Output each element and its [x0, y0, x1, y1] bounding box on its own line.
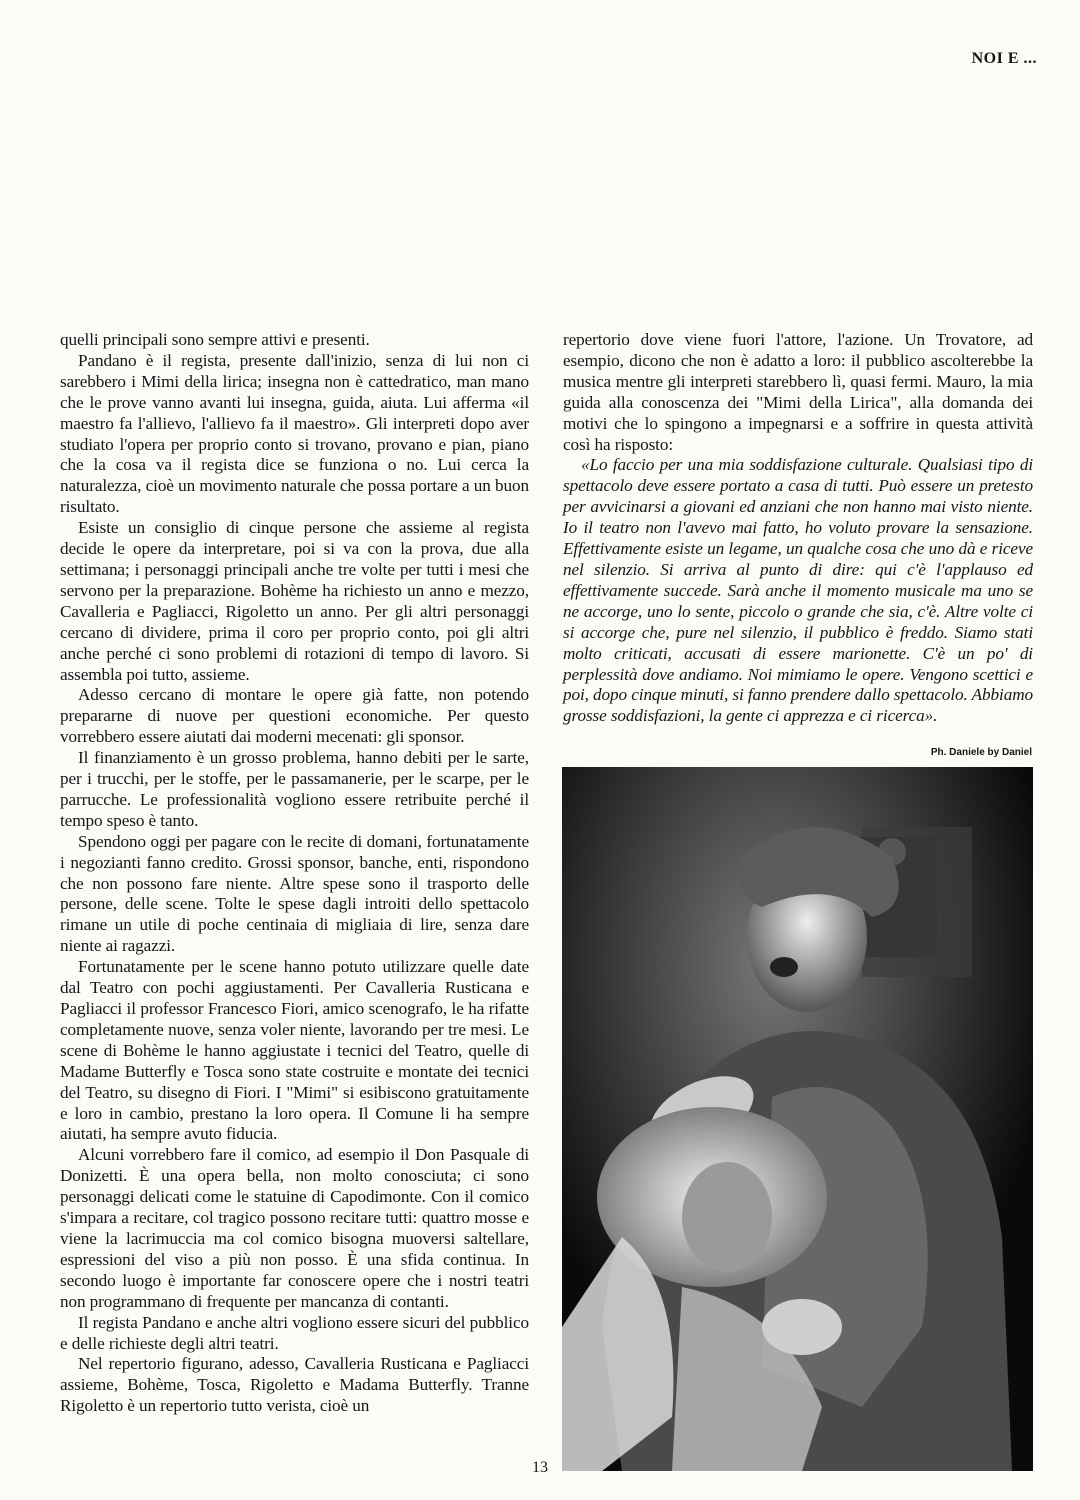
- page-number: 13: [532, 1459, 548, 1476]
- paragraph: repertorio dove viene fuori l'attore, l'azione. Un Trovatore, ad esempio, dicono che non è adatto a loro: il pubblico ascolterebbe la musica mentre gli interpreti starebbero lì, quasi fermi. Mauro, la mia guida alla conoscenza dei "Mimi della Lirica", alla domanda dei motivi che lo spingono a impegnarsi e a soffrire in questa attività così ha risposto:: [563, 330, 1033, 454]
- left-text-column: [60, 330, 529, 1417]
- paragraph: Alcuni vorrebbero fare il comico, ad esempio il Don Pasquale di Donizetti. È una opera bella, non molto conosciuta; ci sono personaggi delicati come le statuine di Capodimonte. Con il comico s'impara a recitare, col tragico possono recitare tutti: quattro mosse e viene la lacrimuccia ma col comico bisogna muoversi saltellare, espressioni del viso a più non posso. È una sfida continua. In secondo luogo è importante far conoscere opere che i nostri teatri non programmano di frequente per mancanza di contanti.: [60, 1145, 529, 1311]
- opera-performers-image: [562, 767, 1033, 1471]
- paragraph: Fortunatamente per le scene hanno potuto utilizzare quelle date dal Teatro con pochi aggiustamenti. Per Cavalleria Rusticana e Pagliacci il professor Francesco Fiori, amico scenografo, le ha rifatte completamente nuove, senza voler niente, lavorando per tre mesi. Le scene di Bohème le hanno aggiustate i tecnici del Teatro, quelle di Madame Butterfly e Tosca sono state costruite e montate dei tecnici del Teatro, su disegno di Fiori. I "Mimi" si esibiscono gratuitamente e loro in cambio, prestano la loro opera. Il Comune li ha sempre aiutati, ha sempre avuto fiducia.: [60, 957, 529, 1144]
- paragraph: Esiste un consiglio di cinque persone che assieme al regista decide le opere da interpretare, poi si va con la prova, due alla settimana; i personaggi principali anche tre volte per tutti i mesi che servono per la preparazione. Bohème ha richiesto un anno e mezzo, Cavalleria e Pagliacci, Rigoletto un anno. Per gli altri personaggi cercano di dividere, prima il coro per proprio conto, poi gli altri anche perché ci sono problemi di rotazioni di tempo di lavoro. Si assembla poi tutto, assieme.: [60, 518, 529, 684]
- paragraph: Spendono oggi per pagare con le recite di domani, fortunatamente i negozianti fanno credito. Grossi sponsor, banche, enti, rispondono che non possono fare niente. Altre spese sono il trasporto delle persone, delle scene. Tolte le spese dagli introiti dello spettacolo rimane un utile di poche centinaia di migliaia di lire, senza dare niente ai ragazzi.: [60, 831, 529, 956]
- paragraph: Nel repertorio figurano, adesso, Cavalleria Rusticana e Pagliacci assieme, Bohème, Tosca, Rigoletto e Madama Butterfly. Tranne Rigoletto è un repertorio tutto verista, cioè un: [60, 1354, 529, 1416]
- paragraph: Pandano è il regista, presente dall'inizio, senza di lui non ci sarebbero i Mimi della lirica; insegna non è cattedratico, man mano che le prove vanno avanti lui insegna, guida, aiuta. Lui afferma «il maestro fa l'allievo, l'allievo fa il maestro». Gli interpreti dopo aver studiato l'opera per proprio conto si trovano, provano e pian, piano che la cosa va il regista dice se funziona o no. Lui cerca la naturalezza, cioè un movimento naturale che possa portare a un buon risultato.: [60, 350, 529, 517]
- paragraph: Il regista Pandano e anche altri vogliono essere sicuri del pubblico e delle richieste degli altri teatri.: [60, 1312, 529, 1353]
- running-head: NOI E ...: [971, 50, 1037, 67]
- interview-quote: «Lo faccio per una mia soddisfazione culturale. Qualsiasi tipo di spettacolo deve essere portato a casa di tutti. Può essere un pretesto per avvicinarsi a giovani ed anziani che non hanno mai visto niente. Io il teatro non l'avevo mai fatto, ho voluto provare la sensazione. Effettivamente esiste un legame, un qualche cosa che uno dà e riceve nel silenzio. Si arriva al punto di dire: qui c'è l'applauso ed effettivamente succede. Sarà anche il momento musicale ma uno se ne accorge, uno lo sente, piccolo o grande che sia, c'è. Altre volte ci si accorge che, pure nel silenzio, il pubblico è freddo. Siamo stati molto criticati, accusati di essere marionette. C'è un po' di perplessità dove andiamo. Noi mimiamo le opere. Vengono scettici e poi, dopo cinque minuti, si fanno prendere dallo spettacolo. Abbiamo grosse soddisfazioni, la gente ci apprezza e ci ricerca».: [563, 455, 1033, 726]
- right-text-column: [563, 330, 1033, 727]
- paragraph: Il finanziamento è un grosso problema, hanno debiti per le sarte, per i trucchi, per le stoffe, per le passamanerie, per le scarpe, per le parrucche. Le professionalità vogliono essere retribuite perché il tempo speso è tanto.: [60, 748, 529, 830]
- photo-credit: Ph. Daniele by Daniel: [930, 747, 1032, 758]
- paragraph: quelli principali sono sempre attivi e presenti.: [60, 330, 370, 349]
- paragraph: Adesso cercano di montare le opere già fatte, non potendo prepararne di nuove per questioni economiche. Per questo vorrebbero essere aiutati dai moderni mecenati: gli sponsor.: [60, 685, 529, 747]
- stage-photo: [562, 767, 1033, 1471]
